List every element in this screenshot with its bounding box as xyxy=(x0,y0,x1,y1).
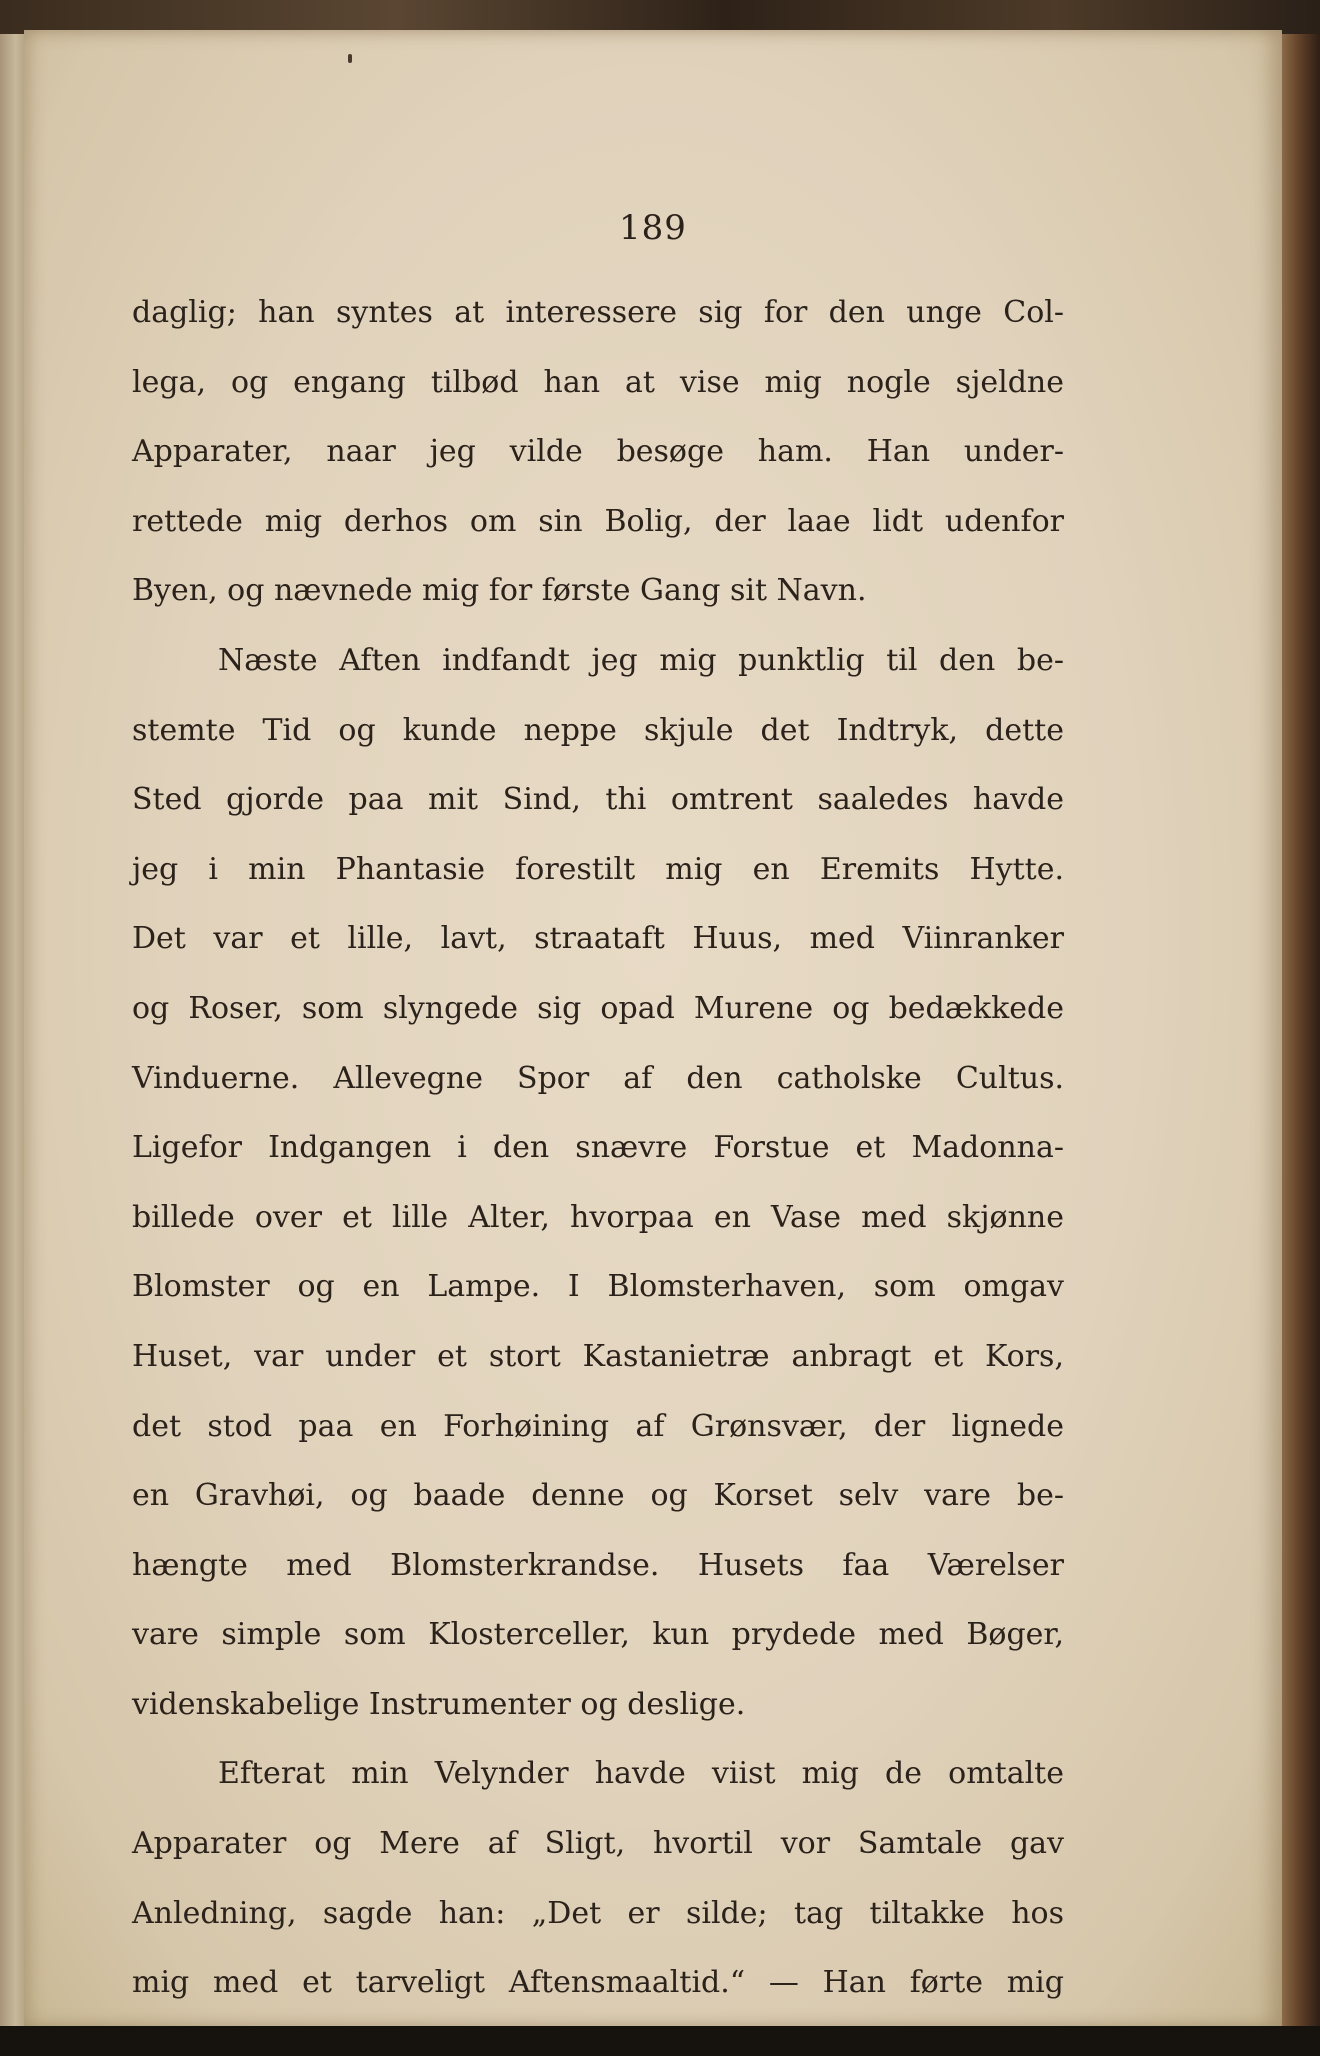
text-line: hængte med Blomsterkrandse. Husets faa Værelser xyxy=(132,1547,1064,1583)
text-line: Byen, og nævnede mig for første Gang sit Navn. xyxy=(132,573,867,609)
text-line: Anledning, sagde han: „Det er silde; tag tiltakke hos xyxy=(132,1895,1064,1931)
page-number: 189 xyxy=(619,208,687,248)
text-line: en Gravhøi, og baade denne og Korset selv vare be- xyxy=(132,1478,1064,1514)
text-line: Apparater og Mere af Sligt, hvortil vor Samtale gav xyxy=(132,1826,1064,1862)
body-text xyxy=(132,278,1064,2056)
text-line: jeg i min Phantasie forestilt mig en Eremits Hytte. xyxy=(132,851,1064,887)
text-line: Sted gjorde paa mit Sind, thi omtrent saaledes havde xyxy=(132,782,1064,818)
text-line: det stod paa en Forhøining af Grønsvær, der lignede xyxy=(132,1408,1064,1444)
text-line: lega, og engang tilbød han at vise mig nogle sjeldne xyxy=(132,364,1064,400)
text-line: Vinduerne. Allevegne Spor af den catholske Cultus. xyxy=(132,1060,1064,1096)
book-page xyxy=(24,30,1282,2028)
paper-speck xyxy=(348,54,352,63)
facing-page-edge xyxy=(0,34,26,2026)
text-line: og Roser, som slyngede sig opad Murene og bedækkede xyxy=(132,990,1064,1026)
text-line: billede over et lille Alter, hvorpaa en Vase med skjønne xyxy=(132,1199,1064,1235)
text-line: videnskabelige Instrumenter og deslige. xyxy=(132,1686,746,1722)
text-line: Ligefor Indgangen i den snævre Forstue et Madonna- xyxy=(132,1130,1064,1166)
text-line: Blomster og en Lampe. I Blomsterhaven, som omgav xyxy=(132,1269,1064,1305)
paragraph-start-line: Efterat min Velynder havde viist mig de omtalte xyxy=(218,1756,1064,1792)
text-line: Huset, var under et stort Kastanietræ anbragt et Kors, xyxy=(132,1338,1064,1374)
text-line: vare simple som Klosterceller, kun prydede med Bøger, xyxy=(132,1617,1064,1653)
book-bottom-edge xyxy=(0,2026,1320,2056)
book-cover-edge xyxy=(1282,34,1320,2026)
book-top-edge xyxy=(0,0,1320,34)
text-line: stemte Tid og kunde neppe skjule det Indtryk, dette xyxy=(132,712,1064,748)
text-line: daglig; han syntes at interessere sig for den unge Col- xyxy=(132,295,1064,330)
text-line: rettede mig derhos om sin Bolig, der laae lidt udenfor xyxy=(132,503,1064,539)
text-line: mig med et tarveligt Aftensmaaltid.“ — Han førte mig xyxy=(132,1965,1064,2001)
text-line: Det var et lille, lavt, straataft Huus, med Viinranker xyxy=(132,921,1064,957)
text-line: Apparater, naar jeg vilde besøge ham. Han under- xyxy=(132,434,1064,470)
paragraph-start-line: Næste Aften indfandt jeg mig punktlig til den be- xyxy=(218,642,1064,678)
